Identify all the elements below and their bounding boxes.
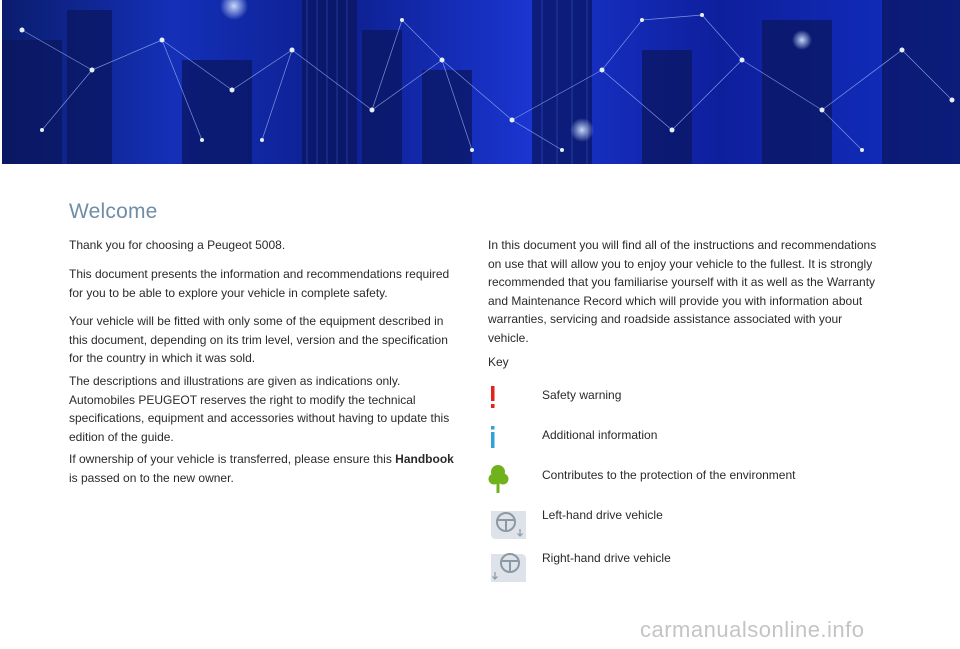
handbook-term: Handbook: [395, 452, 454, 466]
key-item-right-hand-drive: [488, 548, 888, 588]
document-overview-paragraph: In this document you will find all of the instructions and recommendations on use that will allow you to enjoy your vehicle to the fullest. It is strongly recommended that you familiarise yourself with it as well as the Warranty and Maintenance Record which will provide you with information about warranties, servicing and roadside assistance associated with your vehicle.: [488, 238, 877, 345]
exclamation-icon: [488, 380, 528, 416]
steering-wheel-left-icon: [488, 505, 528, 541]
key-label: Safety warning: [542, 388, 622, 402]
key-label: Contributes to the protection of the environment: [542, 468, 796, 482]
info-icon: [488, 420, 528, 456]
key-label: Right-hand drive vehicle: [542, 551, 671, 565]
purpose-paragraph: This document presents the information and recommendations required for you to be able to explore your vehicle in complete safety.: [69, 267, 450, 300]
key-label: Left-hand drive vehicle: [542, 508, 663, 522]
key-item-environment: [488, 460, 888, 500]
intro-paragraph: Thank you for choosing a Peugeot 5008.: [69, 238, 286, 252]
equipment-paragraph: Your vehicle will be fitted with only some of the equipment described in this document, depending on its trim level, version and the specification for the country in which it was sold.: [69, 314, 448, 365]
key-label: Additional information: [542, 428, 658, 442]
ownership-text-end: is passed on to the new owner.: [69, 470, 234, 485]
network-city-illustration: [2, 0, 960, 164]
ownership-paragraph: [69, 450, 459, 487]
watermark: carmanualsonline.info: [640, 617, 865, 642]
key-item-left-hand-drive: [488, 505, 888, 545]
key-item-additional-info: [488, 420, 888, 460]
steering-wheel-right-icon: [488, 548, 528, 584]
key-item-safety-warning: [488, 380, 888, 420]
descriptions-paragraph: The descriptions and illustrations are given as indications only. Automobiles PEUGEOT reserves the right to modify the technical specifications, equipment and accessories without having to update this edition of the guide.: [69, 374, 450, 444]
page-title: Welcome: [69, 200, 158, 223]
key-title: Key: [488, 355, 509, 369]
header-banner-image: [2, 0, 960, 164]
tree-icon: [488, 460, 528, 496]
ownership-text-start: If ownership of your vehicle is transferred, please ensure this: [69, 452, 392, 466]
